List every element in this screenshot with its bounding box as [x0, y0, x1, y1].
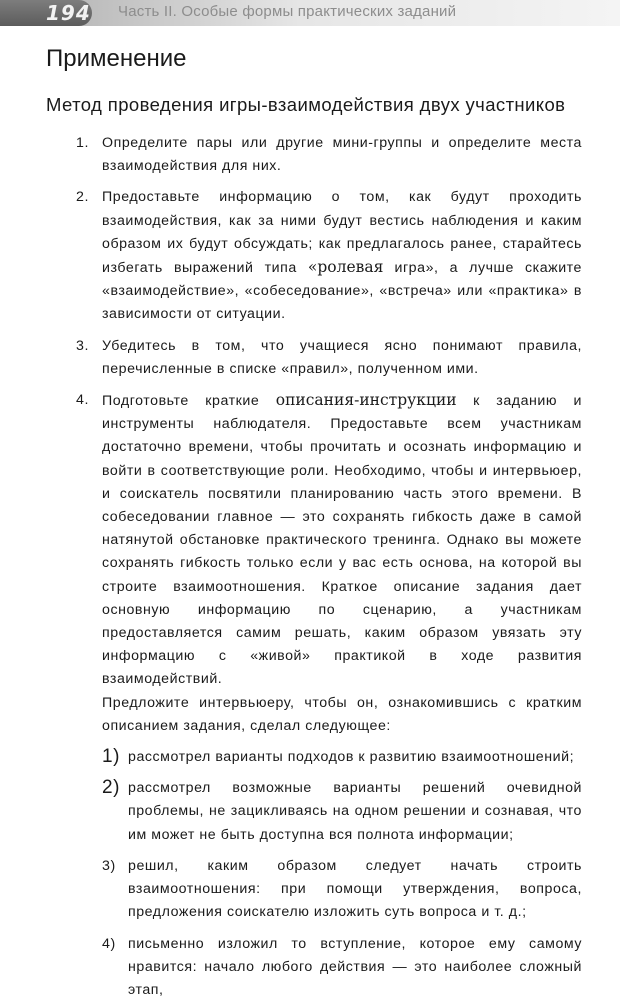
list-item-2: [0, 186, 620, 326]
sub-item-2: [0, 777, 620, 847]
list-item-text-continued: к заданию и инструменты наблюдателя. Предоставьте всем участникам достаточно времени, чтобы прочитать и осознать информацию и войти в соответствующие роли. Необходимо, чтобы и интервьюер, и соискатель посвятили планированию часть этого времени. В собеседовании главное — это сохранять гибкость даже в самой натянутой обстановке практического тренинга. Однако вы можете сохранять гибкость только если у вас есть основа, на которой вы строите взаимоотношения. Краткое описание задания дает основную информацию по сценарию, а участникам предоставляется самим решать, каким образом увязать эту информацию с «живой» практикой в ходе развития взаимодействий.: [102, 393, 582, 687]
list-item-number: 4.: [76, 389, 89, 412]
list-item-text: Подготовьте краткие: [102, 393, 276, 409]
list-item-text: Убедитесь в том, что учащиеся ясно понимают правила, перечисленные в списке «правил», полученном ими.: [102, 338, 582, 377]
sub-item-text: рассмотрел варианты подходов к развитию взаимоотношений;: [128, 749, 574, 765]
running-head: [0, 0, 620, 30]
running-head-title: Часть II. Особые формы практических заданий: [118, 3, 456, 20]
section-heading: Применение: [46, 45, 186, 73]
sub-item-number: 4): [102, 933, 116, 956]
list-item-3: [0, 335, 620, 381]
sub-item-text: письменно изложил то вступление, которое ему самому нравится: начало любого действия — это наиболее сложный этап,: [128, 936, 582, 998]
list-item-4: [0, 389, 620, 692]
list-item-text: Предоставьте информацию о том, как будут проходить взаимодействия, как за ними будут вестись наблюдения и каким образом их будут обсуждать; как предлагалось ранее, старайтесь избегать выражений типа: [102, 189, 582, 276]
sub-item-number: 3): [102, 855, 116, 878]
list-item-text: Определите пары или другие мини-группы и определите места взаимодействия для них.: [102, 135, 582, 174]
sub-item-number: 1): [102, 745, 120, 768]
sub-item-1: [0, 746, 620, 769]
sub-item-4: [0, 933, 620, 1002]
sub-item-text: решил, каким образом следует начать строить взаимоотношения: при помощи утверждения, вопроса, предложения соискателю изложить суть вопроса и т. д.;: [128, 858, 582, 920]
page-number: 194: [46, 1, 91, 25]
list-item-number: 2.: [76, 186, 89, 209]
follow-paragraph: Предложите интервьюеру, чтобы он, ознакомившись с кратким описанием задания, сделал следующее:: [0, 692, 620, 738]
sub-item-text: рассмотрел возможные варианты решений очевидной проблемы, не зацикливаясь на одном решении и сознавая, что им может не быть доступна вся полнота информации;: [128, 780, 582, 842]
list-item-number: 3.: [76, 335, 89, 358]
list-item-1: [0, 132, 620, 178]
sub-item-number: 2): [102, 776, 120, 799]
list-item-highlight: «ролевая: [308, 258, 384, 276]
body-text: [0, 132, 620, 1002]
sub-item-3: [0, 855, 620, 925]
list-item-text-continued: игра», а лучше скажите «взаимодействие», «собеседование», «встреча» или «практика» в зависимости от ситуации.: [102, 260, 582, 322]
section-subheading: Метод проведения игры-взаимодействия двух участников: [46, 94, 565, 116]
list-item-highlight: описания-инструкции: [276, 391, 457, 409]
list-item-number: 1.: [76, 132, 89, 155]
